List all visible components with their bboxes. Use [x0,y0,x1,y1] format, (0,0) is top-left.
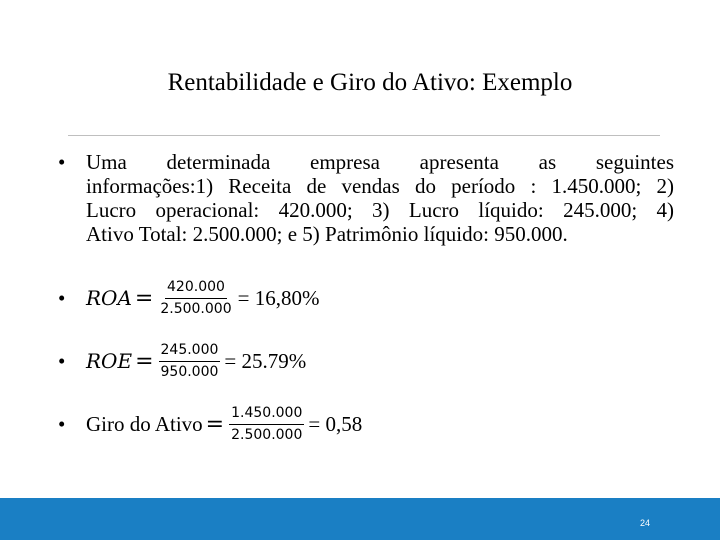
giro-result: = 0,58 [308,411,363,436]
slide-title: Rentabilidade e Giro do Ativo: Exemplo [167,69,573,96]
roa-equals: = [134,285,154,311]
intro-line-1: Uma determinada empresa apresenta as seguintes [86,150,674,174]
roe-result: = 25.79% [224,348,307,373]
footer-bar [0,498,720,540]
roe-denominator: 950.000 [160,363,219,380]
bullet-marker: • [58,412,66,436]
giro-equals: = [205,411,225,437]
roa-numerator: 420.000 [165,279,227,299]
roe-numerator: 245.000 [159,342,221,362]
roe-formula [86,337,306,385]
roa-label: ROA [86,286,132,310]
roe-fraction [157,342,223,381]
giro-formula [86,400,362,448]
roa-result: = 16,80% [237,285,320,310]
roa-formula [86,274,319,322]
bullet-marker: • [58,286,66,310]
giro-numerator: 1.450.000 [229,405,304,425]
roe-label: ROE [86,349,133,373]
giro-denominator: 2.500.000 [231,426,303,443]
roa-fraction [156,279,235,318]
page-number: 24 [640,518,651,528]
title-divider [68,135,660,136]
intro-paragraph [86,150,674,246]
giro-fraction [227,405,306,444]
bullet-marker: • [58,349,66,373]
roe-equals: = [135,348,154,374]
intro-line-3: Lucro operacional: 420.000; 3) Lucro líquido: 245.000; 4) [86,198,674,222]
bullet-marker: • [58,150,66,174]
intro-line-4: Ativo Total: 2.500.000; e 5) Patrimônio líquido: 950.000. [86,222,568,246]
roa-denominator: 2.500.000 [160,300,232,317]
giro-label: Giro do Ativo [86,411,203,436]
intro-line-2: informações:1) Receita de vendas do período : 1.450.000; 2) [86,174,674,198]
